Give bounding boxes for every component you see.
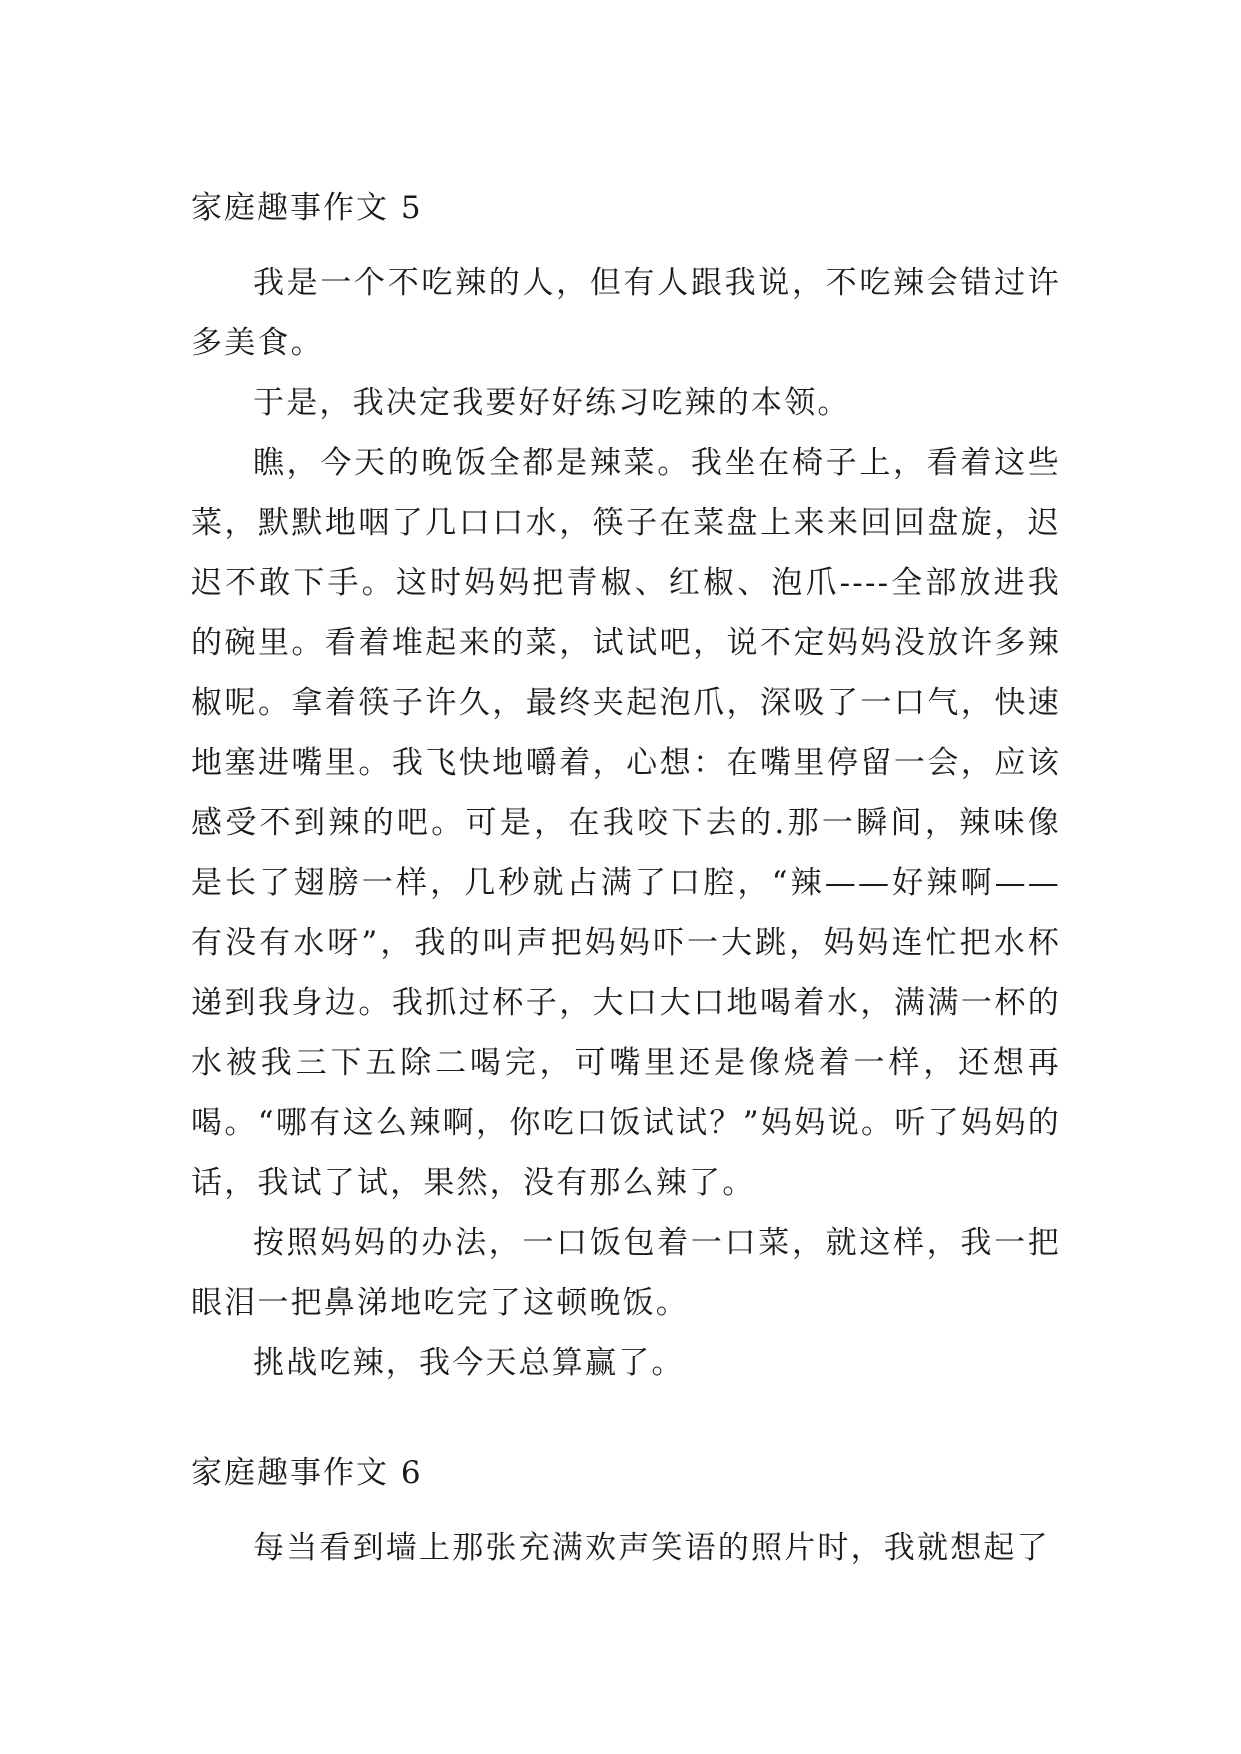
paragraph: 每当看到墙上那张充满欢声笑语的照片时，我就想起了 xyxy=(253,1530,1050,1566)
paragraph: 瞧，今天的晚饭全都是辣菜。我坐在椅子上，看着这些菜，默默地咽了几口口水，筷子在菜盘上来来回回盘旋，迟迟不敢下手。这时妈妈把青椒、红椒、泡爪----全部放进我的碗里。看着堆起来的菜，试试吧，说不定妈妈没放许多辣椒呢。拿着筷子许久，最终夹起泡爪，深吸了一口气，快速地塞进嘴里。我飞快地嚼着，心想：在嘴里停留一会，应该感受不到辣的吧。可是，在我咬下去的.那一瞬间，辣味像是长了翅膀一样，几秒就占满了口腔，“辣——好辣啊——有没有水呀”，我的叫声把妈妈吓一大跳，妈妈连忙把水杯递到我身边。我抓过杯子，大口大口地喝着水，满满一杯的水被我三下五除二喝完，可嘴里还是像烧着一样，还想再喝。“哪有这么辣啊，你吃口饭试试？”妈妈说。听了妈妈的话，我试了试，果然，没有那么辣了。 xyxy=(191,445,1061,1201)
document-content xyxy=(191,186,1061,1578)
paragraph: 我是一个不吃辣的人，但有人跟我说，不吃辣会错过许多美食。 xyxy=(191,265,1061,361)
section-title: 家庭趣事作文 6 xyxy=(191,1455,423,1491)
section-title: 家庭趣事作文 5 xyxy=(191,190,423,226)
essay-section-5 xyxy=(191,186,1061,1393)
section-spacer xyxy=(191,1393,1061,1451)
paragraph: 于是，我决定我要好好练习吃辣的本领。 xyxy=(253,385,851,421)
paragraph: 按照妈妈的办法，一口饭包着一口菜，就这样，我一把眼泪一把鼻涕地吃完了这顿晚饭。 xyxy=(191,1225,1061,1321)
essay-section-6 xyxy=(191,1451,1061,1578)
paragraph: 挑战吃辣，我今天总算赢了。 xyxy=(253,1345,685,1381)
